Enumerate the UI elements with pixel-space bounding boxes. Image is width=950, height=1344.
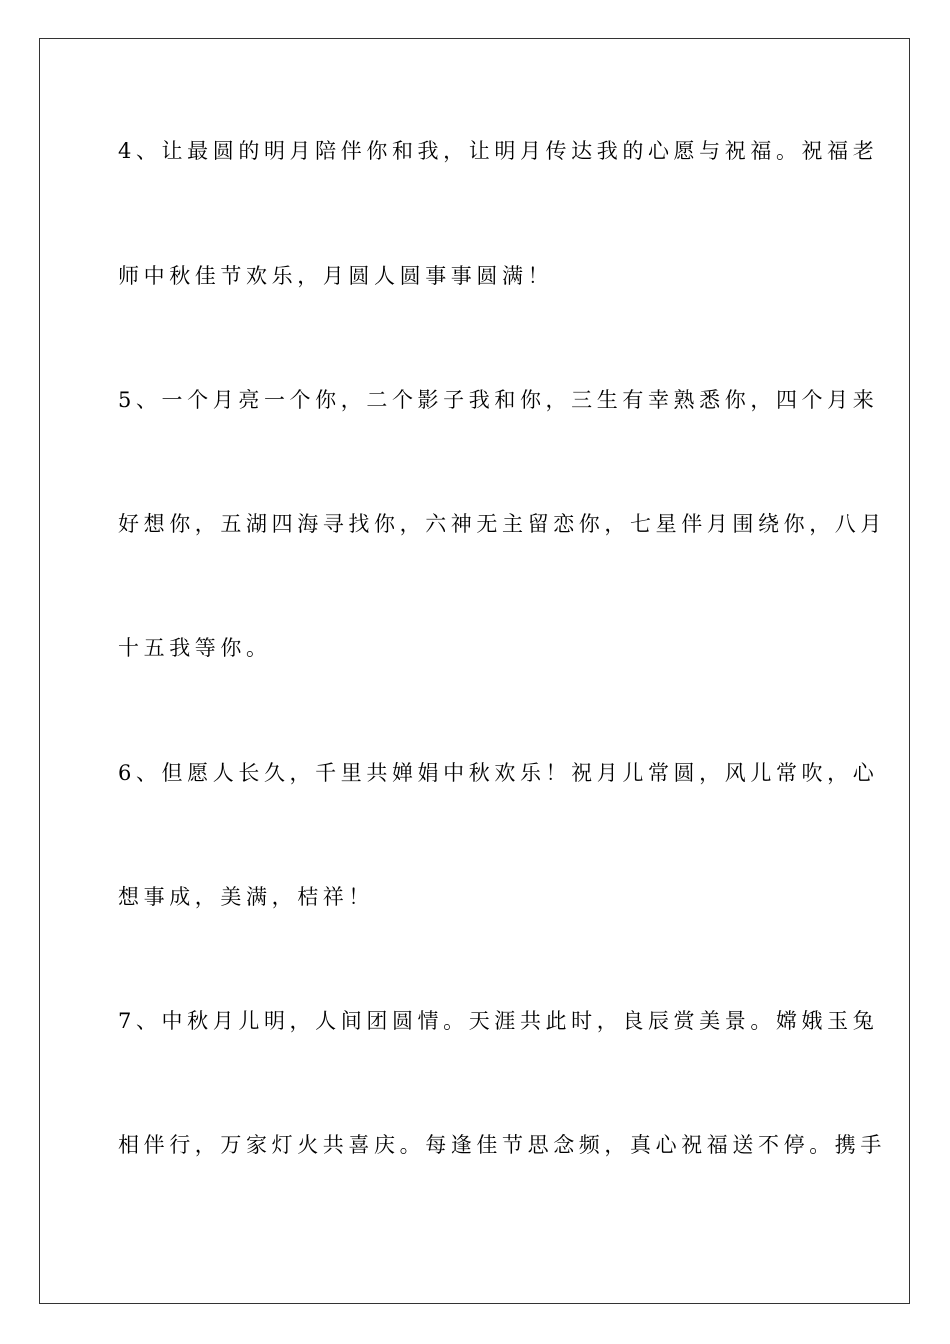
text-line-6: 6、但愿人长久，千里共婵娟中秋欢乐！祝月儿常圆，风儿常吹，心 xyxy=(118,761,879,785)
text-line-8: 7、中秋月儿明，人间团圆情。天涯共此时，良辰赏美景。嫦娥玉兔 xyxy=(118,1009,879,1033)
text-line-2: 师中秋佳节欢乐，月圆人圆事事圆满！ xyxy=(118,264,554,288)
text-line-4: 好想你，五湖四海寻找你，六神无主留恋你，七星伴月围绕你，八月 xyxy=(118,512,886,536)
text-line-1: 4、让最圆的明月陪伴你和我，让明月传达我的心愿与祝福。祝福老 xyxy=(118,139,879,163)
text-line-9: 相伴行，万家灯火共喜庆。每逢佳节思念频，真心祝福送不停。携手 xyxy=(118,1133,886,1157)
text-line-5: 十五我等你。 xyxy=(118,636,272,660)
text-line-7: 想事成，美满，桔祥！ xyxy=(118,885,374,909)
text-line-3: 5、一个月亮一个你，二个影子我和你，三生有幸熟悉你，四个月来 xyxy=(118,388,879,412)
page-frame xyxy=(39,38,910,1304)
